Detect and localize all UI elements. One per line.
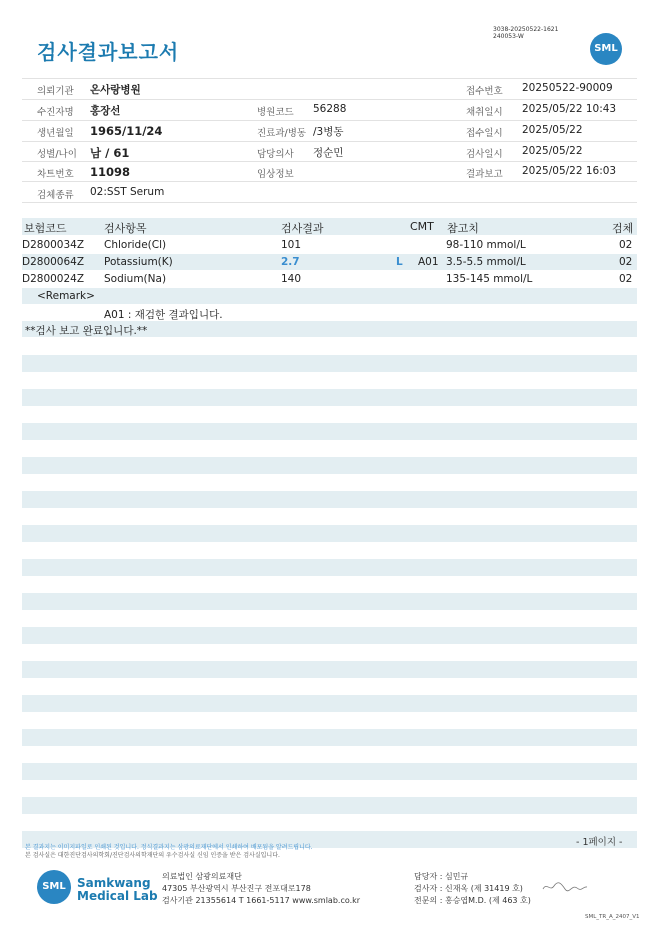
sex-age-label: 성별/나이: [37, 149, 77, 160]
row-band: [22, 627, 637, 644]
divider: [22, 181, 637, 182]
remark-text: A01 : 재검한 결과입니다.: [104, 309, 223, 321]
doctor-label: 담당의사: [257, 149, 294, 160]
row-band: [22, 423, 637, 440]
report-date-label: 결과보고: [466, 169, 503, 180]
cell-item: Sodium(Na): [104, 273, 167, 285]
cell-cmt: A01: [418, 256, 439, 268]
row-band: [22, 288, 637, 304]
cell-result-abnormal: 2.7: [281, 256, 300, 268]
row-band: [22, 661, 637, 678]
row-band: [22, 355, 637, 372]
form-code: SML_TR_A_2407_V1: [585, 914, 640, 920]
row-band: [22, 729, 637, 746]
receipt-date-label: 접수일시: [466, 128, 503, 139]
row-band: [22, 491, 637, 508]
col-header-ref: 참고치: [447, 222, 479, 235]
doc-code: 3038-20250522-1621 240053-W: [493, 26, 559, 40]
org-info: 의료법인 삼광의료재단 47305 부산광역시 부산진구 전포대로178 검사기관 21355614 T 1661-5117 www.smlab.co.kr: [162, 872, 361, 905]
hospital-value: 온사랑병원: [90, 84, 141, 96]
test-date-value: 2025/05/22: [522, 145, 583, 157]
chart-no-label: 차트번호: [37, 169, 74, 180]
staff-info: 담당자 : 심민규 검사자 : 신재옥 (제 31419 호) 전문의 : 홍승엽M.D. (제 463 호): [414, 872, 531, 905]
receipt-no-value: 20250522-90009: [522, 82, 613, 94]
dept-value: /3병동: [313, 126, 344, 138]
row-band: [22, 525, 637, 542]
col-header-code: 보험코드: [24, 222, 67, 235]
hospital-code-value: 56288: [313, 103, 347, 115]
cell-item: Potassium(K): [104, 256, 173, 268]
receipt-date-value: 2025/05/22: [522, 124, 583, 136]
page-number: - 1페이지 -: [576, 837, 623, 848]
col-header-cmt: CMT: [410, 220, 434, 233]
collect-date-label: 채취일시: [466, 107, 503, 118]
hospital-code-label: 병원코드: [257, 107, 294, 118]
row-band: [22, 559, 637, 576]
cell-specimen: 02: [619, 239, 633, 251]
cell-specimen: 02: [619, 273, 633, 285]
cell-code: D2800034Z: [22, 239, 85, 251]
divider: [22, 161, 637, 162]
footer-note: 본 검사실은 대한진단검사의학회/진단검사의학재단의 우수검사실 신임 인증을 받은 검사실입니다.: [25, 852, 280, 859]
col-header-specimen: 검체: [612, 222, 634, 235]
cell-result: 101: [281, 239, 302, 251]
birth-label: 생년월일: [37, 128, 74, 139]
row-band: [22, 797, 637, 814]
cell-code: D2800024Z: [22, 273, 85, 285]
cell-item: Chloride(Cl): [104, 239, 167, 251]
divider: [22, 202, 637, 203]
sml-footer-logo: SML: [37, 870, 71, 904]
receipt-no-label: 접수번호: [466, 86, 503, 97]
row-band: [22, 593, 637, 610]
signature-image: [541, 880, 589, 894]
specimen-type-label: 검체종류: [37, 190, 74, 201]
cell-result: 140: [281, 273, 302, 285]
doctor-value: 정순민: [313, 147, 344, 159]
patient-name-label: 수진자명: [37, 107, 74, 118]
specimen-type-value: 02:SST Serum: [90, 186, 165, 198]
cell-code: D2800064Z: [22, 256, 85, 268]
divider: [22, 120, 637, 121]
hospital-label: 의뢰기관: [37, 86, 74, 97]
low-flag: L: [396, 256, 403, 268]
cell-ref: 135-145 mmol/L: [446, 273, 533, 285]
report-complete-text: **검사 보고 완료입니다.**: [25, 325, 148, 337]
collect-date-value: 2025/05/22 10:43: [522, 103, 617, 115]
row-band: [22, 695, 637, 712]
sml-logo: SML: [590, 33, 622, 65]
divider: [22, 141, 637, 142]
birth-value: 1965/11/24: [90, 124, 163, 138]
dept-label: 진료과/병동: [257, 128, 307, 139]
page-title: 검사결과보고서: [37, 40, 180, 64]
remark-label: <Remark>: [37, 290, 95, 302]
divider: [22, 78, 637, 79]
report-date-value: 2025/05/22 16:03: [522, 165, 617, 177]
sex-age-value: 남 / 61: [90, 146, 130, 160]
footer-note: 본 결과지는 이미지파일로 인쇄된 것입니다. 정식결과지는 삼광의료재단에서 인쇄하여 배포됨을 알려드립니다.: [25, 844, 313, 851]
col-header-result: 검사결과: [281, 222, 324, 235]
test-date-label: 검사일시: [466, 149, 503, 160]
patient-name-value: 홍장선: [90, 105, 121, 117]
cell-ref: 3.5-5.5 mmol/L: [446, 256, 526, 268]
divider: [22, 99, 637, 100]
cell-specimen: 02: [619, 256, 633, 268]
row-band: [22, 457, 637, 474]
row-band: [22, 389, 637, 406]
cell-ref: 98-110 mmol/L: [446, 239, 526, 251]
brand-name: Samkwang Medical Lab: [77, 876, 158, 903]
row-band: [22, 763, 637, 780]
chart-no-value: 11098: [90, 165, 131, 179]
clinical-label: 임상정보: [257, 169, 294, 180]
col-header-item: 검사항목: [104, 222, 147, 235]
